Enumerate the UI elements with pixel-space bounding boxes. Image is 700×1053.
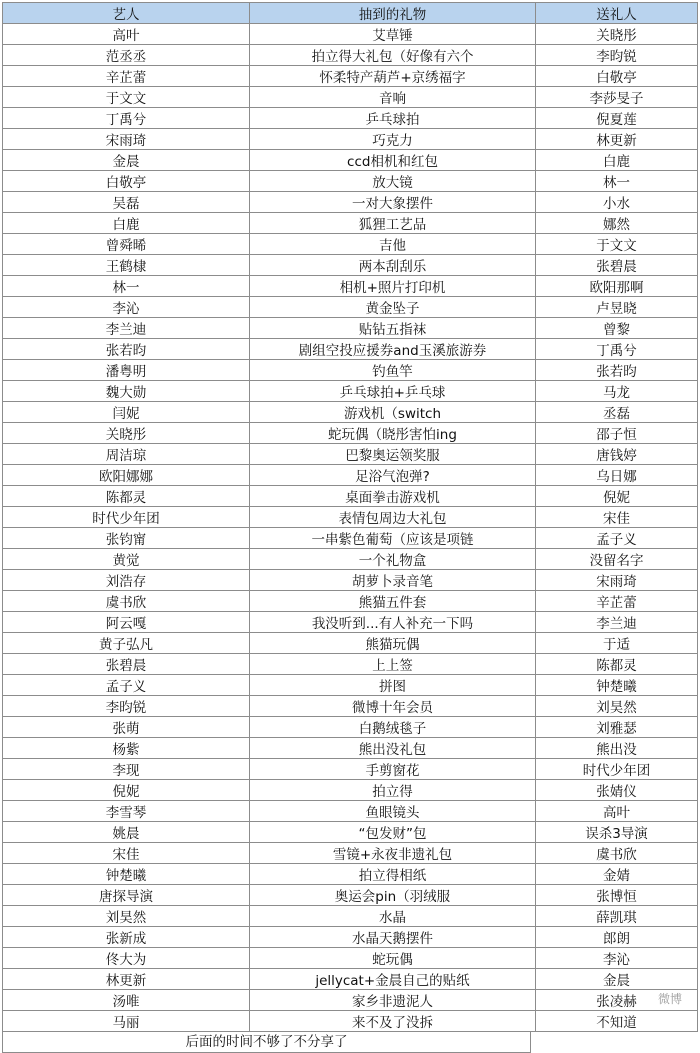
artist-cell: 李现 [3, 759, 250, 780]
artist-cell: 阿云嘎 [3, 612, 250, 633]
giver-cell: 邵子恒 [536, 423, 698, 444]
table-row [3, 549, 698, 570]
giver-cell: 郎朗 [536, 927, 698, 948]
giver-cell: 薛凯琪 [536, 906, 698, 927]
table-row [3, 192, 698, 213]
artist-cell: 白鹿 [3, 213, 250, 234]
giver-cell: 时代少年团 [536, 759, 698, 780]
gift-cell: 黄金坠子 [250, 297, 536, 318]
table-row [3, 885, 698, 906]
gift-cell: 巴黎奥运领奖服 [250, 444, 536, 465]
table-row [3, 864, 698, 885]
giver-cell: 欧阳那啊 [536, 276, 698, 297]
table-row [3, 654, 698, 675]
gift-cell: jellycat+金晨自己的贴纸 [250, 969, 536, 990]
gift-cell: 水晶 [250, 906, 536, 927]
table-row [3, 45, 698, 66]
table-row [3, 171, 698, 192]
gift-cell: 游戏机（switch [250, 402, 536, 423]
artist-cell: 张若昀 [3, 339, 250, 360]
table-row [3, 150, 698, 171]
giver-cell: 卢昱晓 [536, 297, 698, 318]
table-row [3, 108, 698, 129]
giver-cell: 林更新 [536, 129, 698, 150]
gift-cell: 奥运会pin（羽绒服 [250, 885, 536, 906]
artist-cell: 潘粤明 [3, 360, 250, 381]
giver-cell: 于适 [536, 633, 698, 654]
giver-cell: 倪妮 [536, 486, 698, 507]
artist-cell: 闫妮 [3, 402, 250, 423]
artist-cell: 张萌 [3, 717, 250, 738]
gift-cell: 艾草锤 [250, 24, 536, 45]
gift-cell: 水晶天鹅摆件 [250, 927, 536, 948]
artist-cell: 魏大勋 [3, 381, 250, 402]
gift-cell: ccd相机和红包 [250, 150, 536, 171]
header-row [3, 3, 698, 24]
table-row [3, 780, 698, 801]
artist-cell: 白敬亭 [3, 171, 250, 192]
table-row [3, 969, 698, 990]
giver-cell: 小水 [536, 192, 698, 213]
artist-cell: 唐探导演 [3, 885, 250, 906]
artist-cell: 孟子义 [3, 675, 250, 696]
artist-cell: 吴磊 [3, 192, 250, 213]
table-row [3, 801, 698, 822]
table-row [3, 570, 698, 591]
giver-cell: 辛芷蕾 [536, 591, 698, 612]
gift-cell: 鱼眼镜头 [250, 801, 536, 822]
artist-cell: 杨紫 [3, 738, 250, 759]
artist-cell: 林更新 [3, 969, 250, 990]
gift-cell: 熊猫玩偶 [250, 633, 536, 654]
giver-cell: 虞书欣 [536, 843, 698, 864]
artist-cell: 李雪琴 [3, 801, 250, 822]
giver-cell: 李沁 [536, 948, 698, 969]
table-row [3, 318, 698, 339]
artist-cell: 李沁 [3, 297, 250, 318]
table-row [3, 990, 698, 1011]
gift-cell: 胡萝卜录音笔 [250, 570, 536, 591]
artist-cell: 欧阳娜娜 [3, 465, 250, 486]
table-row [3, 591, 698, 612]
gift-cell: 拍立得 [250, 780, 536, 801]
gift-cell: 钓鱼竿 [250, 360, 536, 381]
table-row [3, 906, 698, 927]
giver-cell: 张婧仪 [536, 780, 698, 801]
giver-cell: 马龙 [536, 381, 698, 402]
artist-cell: 丁禹兮 [3, 108, 250, 129]
table-row [3, 612, 698, 633]
gift-cell: 足浴气泡弹? [250, 465, 536, 486]
artist-cell: 钟楚曦 [3, 864, 250, 885]
giver-cell: 不知道 [536, 1011, 698, 1032]
table-row [3, 843, 698, 864]
watermark-text: 微博 [657, 992, 682, 1006]
artist-cell: 关晓彤 [3, 423, 250, 444]
table-row [3, 696, 698, 717]
artist-cell: 林一 [3, 276, 250, 297]
artist-cell: 金晨 [3, 150, 250, 171]
gift-cell: 表情包周边大礼包 [250, 507, 536, 528]
giver-cell: 李莎旻子 [536, 87, 698, 108]
table-row [3, 234, 698, 255]
giver-cell: 张碧晨 [536, 255, 698, 276]
gift-cell: 乒乓球拍 [250, 108, 536, 129]
artist-cell: 刘昊然 [3, 906, 250, 927]
table-row [3, 255, 698, 276]
table-row [3, 276, 698, 297]
gift-cell: 吉他 [250, 234, 536, 255]
table-row [3, 381, 698, 402]
header-giver: 送礼人 [536, 3, 698, 24]
gift-cell: 巧克力 [250, 129, 536, 150]
artist-cell: 于文文 [3, 87, 250, 108]
giver-cell: 金婧 [536, 864, 698, 885]
gift-table [2, 2, 698, 1032]
table-row [3, 297, 698, 318]
table-row [3, 738, 698, 759]
table-row [3, 633, 698, 654]
artist-cell: 张新成 [3, 927, 250, 948]
giver-cell: 白鹿 [536, 150, 698, 171]
artist-cell: 时代少年团 [3, 507, 250, 528]
artist-cell: 曾舜晞 [3, 234, 250, 255]
artist-cell: 黄觉 [3, 549, 250, 570]
table-row [3, 528, 698, 549]
giver-cell: 乌日娜 [536, 465, 698, 486]
gift-cell: 狐狸工艺品 [250, 213, 536, 234]
table-row [3, 507, 698, 528]
table-row [3, 1011, 698, 1032]
artist-cell: 马丽 [3, 1011, 250, 1032]
gift-cell: 放大镜 [250, 171, 536, 192]
gift-cell: 剧组空投应援券and玉溪旅游券 [250, 339, 536, 360]
giver-cell: 丁禹兮 [536, 339, 698, 360]
gift-cell: 拍立得大礼包（好像有六个 [250, 45, 536, 66]
gift-cell: 我没听到...有人补充一下吗 [250, 612, 536, 633]
header-gift: 抽到的礼物 [250, 3, 536, 24]
header-artist: 艺人 [3, 3, 250, 24]
artist-cell: 刘浩存 [3, 570, 250, 591]
giver-cell: 张凌赫 [536, 990, 698, 1011]
giver-cell: 于文文 [536, 234, 698, 255]
artist-cell: 宋佳 [3, 843, 250, 864]
artist-cell: 宋雨琦 [3, 129, 250, 150]
giver-cell: 陈都灵 [536, 654, 698, 675]
artist-cell: 倪妮 [3, 780, 250, 801]
gift-cell: 拼图 [250, 675, 536, 696]
gift-cell: 熊猫五件套 [250, 591, 536, 612]
footer-note: 后面的时间不够了不分享了 [2, 1032, 531, 1053]
artist-cell: 李昀锐 [3, 696, 250, 717]
giver-cell: 曾黎 [536, 318, 698, 339]
giver-cell: 娜然 [536, 213, 698, 234]
gift-cell: 拍立得相纸 [250, 864, 536, 885]
artist-cell: 黄子弘凡 [3, 633, 250, 654]
table-row [3, 129, 698, 150]
gift-cell: 怀柔特产葫芦+京绣福字 [250, 66, 536, 87]
giver-cell: 误杀3导演 [536, 822, 698, 843]
table-row [3, 24, 698, 45]
gift-cell: 微博十年会员 [250, 696, 536, 717]
artist-cell: 陈都灵 [3, 486, 250, 507]
table-row [3, 759, 698, 780]
table-row [3, 213, 698, 234]
giver-cell: 高叶 [536, 801, 698, 822]
gift-table-sheet [2, 2, 697, 1053]
gift-cell: 手剪窗花 [250, 759, 536, 780]
giver-cell: 李兰迪 [536, 612, 698, 633]
gift-cell: 音响 [250, 87, 536, 108]
table-body [3, 24, 698, 1032]
giver-cell: 没留名字 [536, 549, 698, 570]
artist-cell: 王鹤棣 [3, 255, 250, 276]
giver-cell: 倪夏莲 [536, 108, 698, 129]
giver-cell: 熊出没 [536, 738, 698, 759]
gift-cell: 上上签 [250, 654, 536, 675]
artist-cell: 虞书欣 [3, 591, 250, 612]
artist-cell: 姚晨 [3, 822, 250, 843]
table-row [3, 66, 698, 87]
gift-cell: 乒乓球拍+乒乓球 [250, 381, 536, 402]
table-row [3, 339, 698, 360]
table-row [3, 360, 698, 381]
gift-cell: 一对大象摆件 [250, 192, 536, 213]
gift-cell: 贴钻五指袜 [250, 318, 536, 339]
table-row [3, 423, 698, 444]
giver-cell: 金晨 [536, 969, 698, 990]
gift-cell: 雪镜+永夜非遗礼包 [250, 843, 536, 864]
giver-cell: 刘昊然 [536, 696, 698, 717]
giver-cell: 关晓彤 [536, 24, 698, 45]
gift-cell: 一个礼物盒 [250, 549, 536, 570]
giver-cell: 张博恒 [536, 885, 698, 906]
table-row [3, 486, 698, 507]
table-row [3, 927, 698, 948]
artist-cell: 张钧甯 [3, 528, 250, 549]
giver-cell: 宋佳 [536, 507, 698, 528]
giver-cell: 孟子义 [536, 528, 698, 549]
gift-cell: 蛇玩偶（晓彤害怕ing [250, 423, 536, 444]
artist-cell: 汤唯 [3, 990, 250, 1011]
giver-cell: 林一 [536, 171, 698, 192]
gift-cell: 相机+照片打印机 [250, 276, 536, 297]
gift-cell: 白鹅绒毯子 [250, 717, 536, 738]
giver-cell: 白敬亭 [536, 66, 698, 87]
gift-cell: 蛇玩偶 [250, 948, 536, 969]
table-row [3, 444, 698, 465]
gift-cell: 桌面拳击游戏机 [250, 486, 536, 507]
artist-cell: 佟大为 [3, 948, 250, 969]
giver-cell: 宋雨琦 [536, 570, 698, 591]
artist-cell: 范丞丞 [3, 45, 250, 66]
table-row [3, 822, 698, 843]
artist-cell: 高叶 [3, 24, 250, 45]
giver-cell: 丞磊 [536, 402, 698, 423]
table-row [3, 402, 698, 423]
gift-cell: 两本刮刮乐 [250, 255, 536, 276]
table-row [3, 465, 698, 486]
gift-cell: 来不及了没拆 [250, 1011, 536, 1032]
gift-cell: 一串紫色葡萄（应该是项链 [250, 528, 536, 549]
artist-cell: 张碧晨 [3, 654, 250, 675]
artist-cell: 周洁琼 [3, 444, 250, 465]
giver-cell: 李昀锐 [536, 45, 698, 66]
artist-cell: 李兰迪 [3, 318, 250, 339]
table-row [3, 87, 698, 108]
giver-cell: 刘雅瑟 [536, 717, 698, 738]
giver-cell: 唐钱婷 [536, 444, 698, 465]
gift-cell: 熊出没礼包 [250, 738, 536, 759]
table-row [3, 675, 698, 696]
table-row [3, 717, 698, 738]
artist-cell: 辛芷蕾 [3, 66, 250, 87]
table-row [3, 948, 698, 969]
gift-cell: “包发财”包 [250, 822, 536, 843]
giver-cell: 张若昀 [536, 360, 698, 381]
gift-cell: 家乡非遗泥人 [250, 990, 536, 1011]
giver-cell: 钟楚曦 [536, 675, 698, 696]
